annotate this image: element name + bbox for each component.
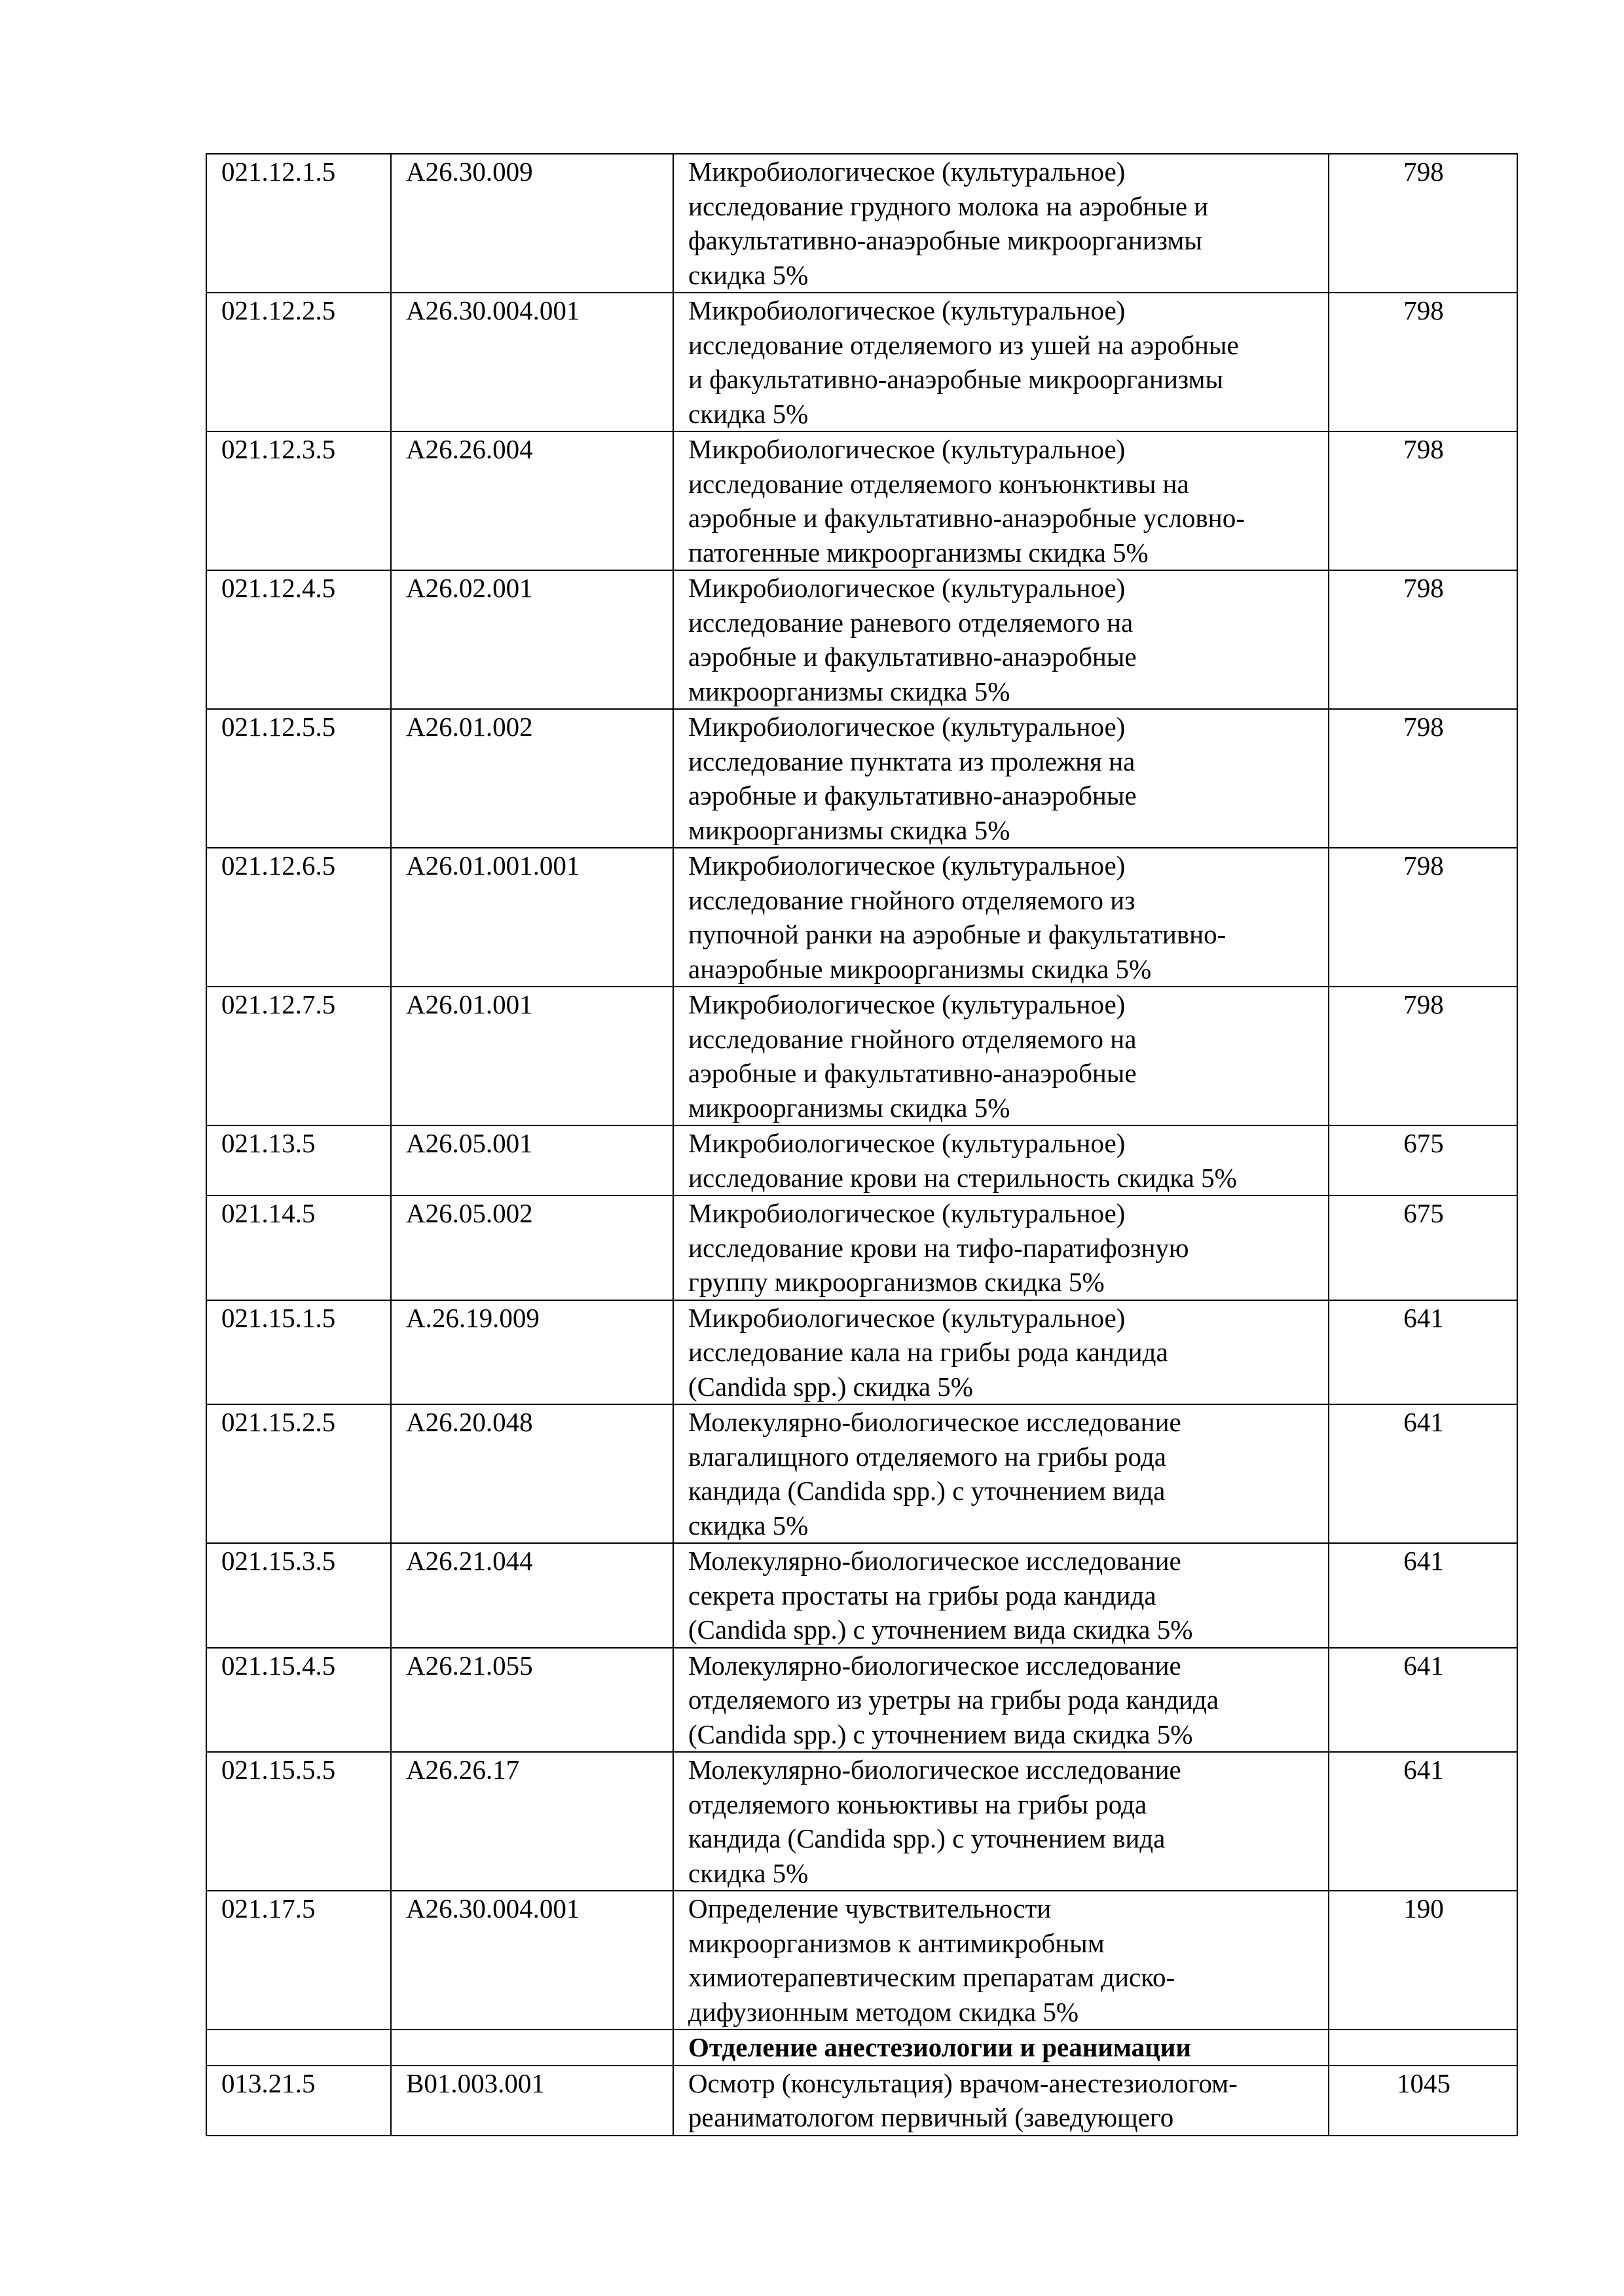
row-code: 013.21.5 [206, 2066, 391, 2136]
table-row [206, 848, 1517, 987]
row-service-name: Микробиологическое (культуральное) исследование грудного молока на аэробные и факультативно-анаэробные микроорганизмы скидка 5% [673, 154, 1329, 293]
row-service-name: Микробиологическое (культуральное) исследование гнойного отделяемого из пупочной ранки на аэробные и факультативно- анаэробные микроорганизмы скидка 5% [673, 848, 1329, 987]
row-price: 798 [1329, 987, 1517, 1125]
row-price: 798 [1329, 848, 1517, 987]
row-code: 021.12.4.5 [206, 570, 391, 709]
row-price: 798 [1329, 154, 1517, 293]
row-price: 641 [1329, 1300, 1517, 1405]
row-price: 798 [1329, 570, 1517, 709]
row-price: 798 [1329, 431, 1517, 570]
row-service-code: A26.26.17 [391, 1752, 673, 1891]
row-price: 798 [1329, 709, 1517, 848]
row-service-name: Молекулярно-биологическое исследование влагалищного отделяемого на грибы рода кандида (Candida spp.) с уточнением вида скидка 5% [673, 1404, 1329, 1543]
row-price: 641 [1329, 1543, 1517, 1648]
row-code: 021.12.3.5 [206, 431, 391, 570]
row-service-name: Осмотр (консультация) врачом-анестезиологом- реаниматологом первичный (заведующего [673, 2066, 1329, 2136]
row-service-code: A26.05.002 [391, 1195, 673, 1300]
row-code: 021.12.6.5 [206, 848, 391, 987]
section-code-cell [206, 2030, 391, 2066]
row-service-name: Молекулярно-биологическое исследование секрета простаты на грибы рода кандида (Candida spp.) с уточнением вида скидка 5% [673, 1543, 1329, 1648]
row-service-code: B01.003.001 [391, 2066, 673, 2136]
row-service-code: A26.30.004.001 [391, 1891, 673, 2030]
row-service-name: Молекулярно-биологическое исследование отделяемого коньюктивы на грибы рода кандида (Candida spp.) с уточнением вида скидка 5% [673, 1752, 1329, 1891]
row-code: 021.14.5 [206, 1195, 391, 1300]
row-price: 641 [1329, 1648, 1517, 1753]
row-service-name: Микробиологическое (культуральное) исследование раневого отделяемого на аэробные и факультативно-анаэробные микроорганизмы скидка 5% [673, 570, 1329, 709]
section-service-cell [391, 2030, 673, 2066]
row-service-code: A26.30.004.001 [391, 293, 673, 431]
row-price: 675 [1329, 1195, 1517, 1300]
row-code: 021.15.3.5 [206, 1543, 391, 1648]
row-code: 021.12.7.5 [206, 987, 391, 1125]
table-row [206, 154, 1517, 293]
row-code: 021.12.5.5 [206, 709, 391, 848]
section-row [206, 2030, 1517, 2066]
row-service-code: A26.01.002 [391, 709, 673, 848]
row-code: 021.12.1.5 [206, 154, 391, 293]
row-code: 021.13.5 [206, 1125, 391, 1195]
row-price: 798 [1329, 293, 1517, 431]
row-service-code: A26.01.001.001 [391, 848, 673, 987]
table-row [206, 1195, 1517, 1300]
row-service-name: Определение чувствительности микроорганизмов к антимикробным химиотерапевтическим препаратам диско- дифузионным методом скидка 5% [673, 1891, 1329, 2030]
row-service-code: A26.21.055 [391, 1648, 673, 1753]
table-row [206, 1300, 1517, 1405]
row-service-name: Микробиологическое (культуральное) исследование крови на тифо-паратифозную группу микроорганизмов скидка 5% [673, 1195, 1329, 1300]
table-row [206, 293, 1517, 431]
row-service-name: Молекулярно-биологическое исследование отделяемого из уретры на грибы рода кандида (Candida spp.) с уточнением вида скидка 5% [673, 1648, 1329, 1753]
table-row [206, 1125, 1517, 1195]
row-code: 021.15.2.5 [206, 1404, 391, 1543]
row-code: 021.12.2.5 [206, 293, 391, 431]
table-row [206, 1891, 1517, 2030]
row-service-name: Микробиологическое (культуральное) исследование пунктата из пролежня на аэробные и факультативно-анаэробные микроорганизмы скидка 5% [673, 709, 1329, 848]
row-service-code: A26.20.048 [391, 1404, 673, 1543]
row-price: 1045 [1329, 2066, 1517, 2136]
price-table-body [206, 154, 1517, 2136]
row-code: 021.17.5 [206, 1891, 391, 2030]
table-row [206, 987, 1517, 1125]
row-service-code: A26.01.001 [391, 987, 673, 1125]
price-table [206, 153, 1518, 2136]
row-price: 675 [1329, 1125, 1517, 1195]
row-price: 190 [1329, 1891, 1517, 2030]
table-row [206, 431, 1517, 570]
row-service-code: A26.05.001 [391, 1125, 673, 1195]
row-service-name: Микробиологическое (культуральное) исследование кала на грибы рода кандида (Candida spp.) скидка 5% [673, 1300, 1329, 1405]
table-row [206, 1648, 1517, 1753]
table-row [206, 570, 1517, 709]
section-title: Отделение анестезиологии и реанимации [673, 2030, 1329, 2066]
row-service-name: Микробиологическое (культуральное) исследование отделяемого конъюнктивы на аэробные и факультативно-анаэробные условно- патогенные микроорганизмы скидка 5% [673, 431, 1329, 570]
row-service-code: A26.21.044 [391, 1543, 673, 1648]
row-service-code: A.26.19.009 [391, 1300, 673, 1405]
row-service-name: Микробиологическое (культуральное) исследование гнойного отделяемого на аэробные и факультативно-анаэробные микроорганизмы скидка 5% [673, 987, 1329, 1125]
row-service-name: Микробиологическое (культуральное) исследование крови на стерильность скидка 5% [673, 1125, 1329, 1195]
row-code: 021.15.1.5 [206, 1300, 391, 1405]
row-price: 641 [1329, 1752, 1517, 1891]
row-service-code: A26.02.001 [391, 570, 673, 709]
row-price: 641 [1329, 1404, 1517, 1543]
row-code: 021.15.5.5 [206, 1752, 391, 1891]
table-row [206, 1404, 1517, 1543]
table-row [206, 1543, 1517, 1648]
row-code: 021.15.4.5 [206, 1648, 391, 1753]
table-row [206, 1752, 1517, 1891]
row-service-code: A26.26.004 [391, 431, 673, 570]
table-row [206, 709, 1517, 848]
section-price-cell [1329, 2030, 1517, 2066]
row-service-name: Микробиологическое (культуральное) исследование отделяемого из ушей на аэробные и факультативно-анаэробные микроорганизмы скидка 5% [673, 293, 1329, 431]
row-service-code: A26.30.009 [391, 154, 673, 293]
table-row [206, 2066, 1517, 2136]
